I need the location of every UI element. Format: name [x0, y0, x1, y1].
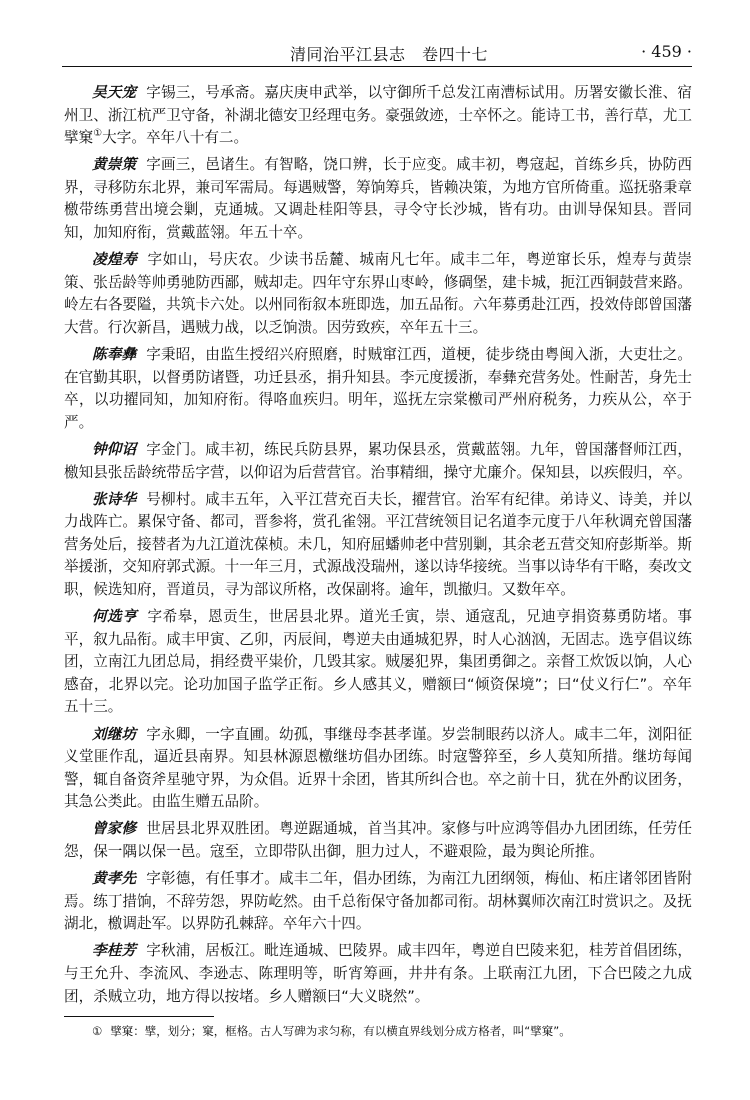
entry-text: 字彰德，有任事才。咸丰二年，倡办团练，为南江九团纲领，梅仙、柘庄诸邻团皆附焉。练丁措饷，不辞劳怨，界防屹然。由千总衔保守备加都司衔。胡林翼师次南江时赏识之。及抚湖北，檄调赴军。以界防孔棘辞。卒年六十四。 — [64, 870, 692, 933]
entry-text: 字金门。咸丰初，练民兵防县界，累功保县丞，赏戴蓝翎。九年，曾国藩督师江西，檄知县张岳龄统带岳字营，以仰诏为后营营官。治事精细，操守尤廉介。保知县，以疾假归，卒。 — [64, 440, 692, 481]
running-title: 清同治平江县志 卷四十七 — [290, 45, 489, 64]
biography-list — [64, 82, 692, 1013]
biography-entry — [64, 606, 692, 719]
entry-text: 字画三，邑诸生。有智略，饶口辨，长于应变。咸丰初，粤寇起，首练乡兵，协防西界，寻移防东北界，兼司军需局。每遇贼警，筹饷筹兵，皆赖决策，为地方官所倚重。巡抚骆秉章檄带练勇营出境会剿，克通城。又调赴桂阳等县，寻令守长沙城，皆有功。由训导保知县。晋同知，加知府衔，赏戴蓝翎。年五十卒。 — [64, 156, 692, 242]
person-name: 吴天宠 — [92, 84, 137, 101]
footnote-rule — [64, 1016, 214, 1017]
header-rule — [62, 66, 692, 67]
running-header — [62, 38, 692, 68]
biography-entry — [64, 940, 692, 1008]
person-name: 凌煌寿 — [92, 251, 138, 269]
person-name: 何选亨 — [92, 608, 138, 626]
entry-text: 号柳村。咸丰五年，入平江营充百夫长，擢营官。治军有纪律。弟诗义、诗美，并以力战阵亡。累保守备、都司，晋参将，赏孔雀翎。平江营统领目记名道李元度于八年秋调充曾国藩营务处后，接替者为九江道沈葆桢。未几，知府屈蟠帅老中营别剿，其余老五营交知府彭斯举。斯举援浙，交知府郭式源。十一年三月，式源战没瑞州，遂以诗华接统。当事以诗华有干略，奏改文职，候选知府，晋道员，寻为部议所格，改保副将。逾年，凯撤归。又数年卒。 — [64, 490, 692, 598]
biography-entry — [64, 489, 692, 602]
footnote-mark: ① — [92, 1024, 103, 1038]
person-name: 钟仰诏 — [92, 440, 137, 458]
biography-entry — [64, 249, 692, 339]
biography-entry — [64, 344, 692, 434]
page-number: · 459 · — [641, 42, 692, 61]
biography-entry — [64, 724, 692, 814]
person-name: 黄孝先 — [92, 870, 137, 888]
person-name: 刘继坊 — [92, 725, 137, 743]
person-name: 李桂芳 — [92, 942, 137, 960]
entry-text: 字秋浦，居板江。毗连通城、巴陵界。咸丰四年，粤逆自巴陵来犯，桂芳首倡团练，与王允升、李流风、李逊志、陈理明等，昕宵筹画，井井有条。上联南江九团，下合巴陵之九成团，杀贼立功，地方得以按堵。乡人赠额曰“大义晓然”。 — [64, 942, 692, 1005]
entry-text: 字永卿，一字直圃。幼孤，事继母李甚孝谨。岁尝制眼药以济人。咸丰二年，浏阳征义堂匪作乱，逼近县南界。知县林源恩檄继坊倡办团练。时寇警猝至，乡人莫知所措。继坊每闻警，辄自备资斧星驰守界，为众倡。近界十余团，皆其所纠合也。卒之前十日，犹在外酌议团务，其急公类此。由监生赠五品阶。 — [64, 725, 692, 811]
footnote-reference[interactable]: ① — [93, 128, 103, 140]
person-name: 曾家修 — [92, 820, 137, 838]
biography-entry — [64, 818, 692, 863]
person-name: 黄崇策 — [92, 156, 137, 174]
footnote-text: 擘窠：擘，划分；窠，框格。古人写碑为求匀称，有以横直界线划分成方格者，叫“擘窠”。 — [110, 1024, 571, 1038]
entry-text: 大字。卒年八十有二。 — [102, 129, 249, 147]
biography-entry — [64, 154, 692, 244]
entry-text: 字希皋，恩贡生，世居县北界。道光壬寅，崇、通寇乱，兄迪亨捐资募勇防堵。事平，叙九品衔。咸丰甲寅、乙卯，丙辰间，粤逆夫由通城犯界，时人心汹汹，无固志。选亨倡议练团，立南江九团总局，捐经费平粜价，几毁其家。贼屡犯界，集团勇御之。亲督工炊饭以饷，人心感奋，北界以完。论功加国子监学正衔。乡人感其义，赠额曰“倾资保境”；曰“仗义行仁”。卒年五十三。 — [64, 608, 692, 716]
biography-entry — [64, 82, 692, 150]
person-name: 陈奉彝 — [92, 346, 137, 364]
entry-text: 字如山，号庆农。少读书岳麓、城南凡七年。咸丰二年，粤逆窜长乐，煌寿与黄崇策、张岳龄等帅勇驰防西鄙，贼却走。四年守东界山枣岭，修碉堡，建卡城，扼江西铜鼓营来路。岭左右各要隘，共筑卡六处。以州同衔叙本班即选，加五品衔。六年募勇赴江西，投效侍郎曾国藩大营。行次新昌，遇贼力战，以乏饷溃。因劳致疾，卒年五十三。 — [64, 251, 692, 336]
entry-text: 字秉昭，由监生授绍兴府照磨，时贼窜江西，道梗，徒步绕由粤闽入浙，大吏壮之。在官勤其职，以督勇防诸暨，功迁县丞，捐升知县。李元度援浙，奉彝充营务处。性耐苦，身先士卒，以功擢同知，加知府衔。得咯血疾归。明年，巡抚左宗棠檄司严州府税务，力疾从公，卒于严。 — [64, 346, 692, 431]
person-name: 张诗华 — [92, 490, 137, 508]
entry-text: 世居县北界双胜团。粤逆踞通城，首当其冲。家修与叶应鸿等倡办九团团练，任劳任怨，保一隅以保一邑。寇至，立即带队出御，胆力过人，不避艰险，最为舆论所推。 — [64, 820, 692, 860]
biography-entry — [64, 868, 692, 936]
biography-entry — [64, 439, 692, 484]
footnote — [92, 1023, 692, 1039]
entry-text: 字锡三，号承斋。嘉庆庚申武举，以守御所千总发江南漕标试用。历署安徽长淮、宿州卫、浙江杭严卫守备，补湖北德安卫经理屯务。豪强敛迹，士卒怀之。能诗工书，善行草，尤工擘窠 — [64, 84, 692, 147]
